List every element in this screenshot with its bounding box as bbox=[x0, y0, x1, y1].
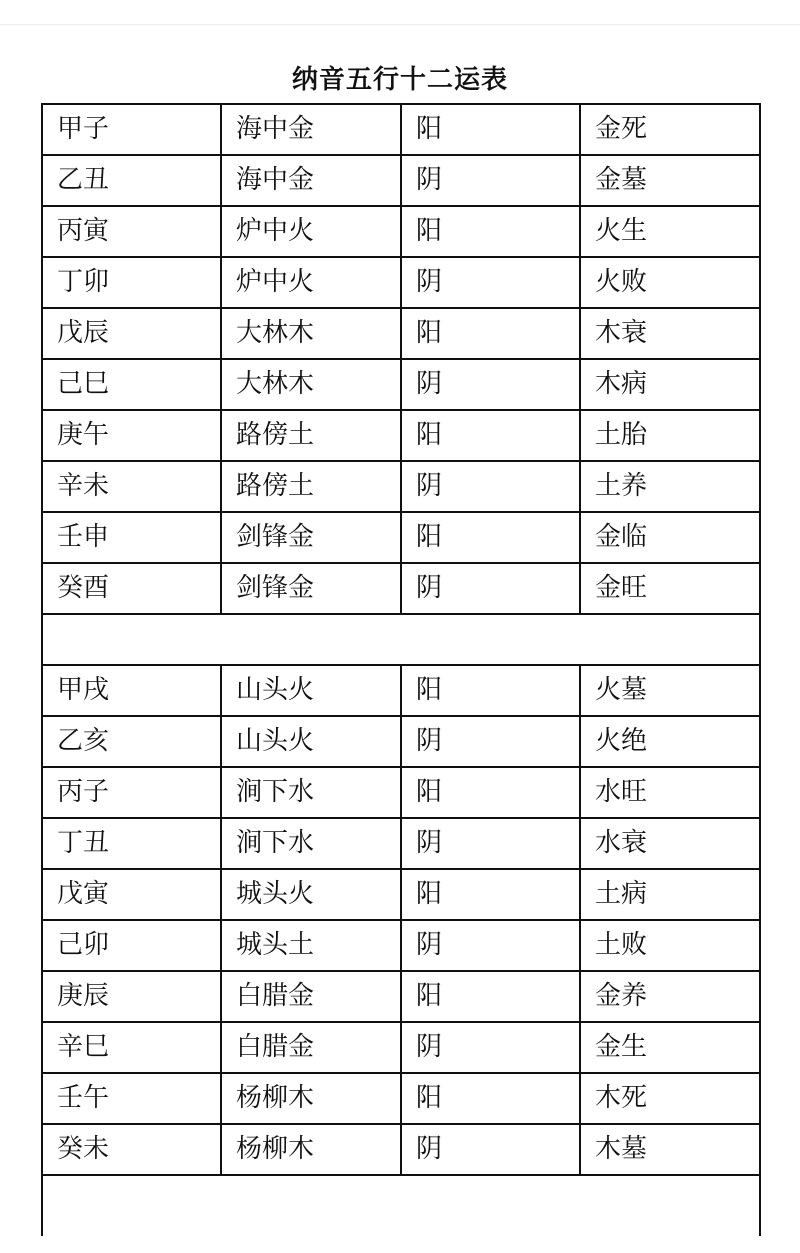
ganzhi-cell: 甲戌 bbox=[42, 665, 221, 716]
table-body bbox=[42, 104, 760, 1236]
yinyang-cell: 阳 bbox=[401, 1073, 580, 1124]
ganzhi-cell: 庚辰 bbox=[42, 971, 221, 1022]
ganzhi-cell: 丙子 bbox=[42, 767, 221, 818]
ganzhi-cell: 癸未 bbox=[42, 1124, 221, 1175]
nayin-cell: 海中金 bbox=[221, 104, 401, 155]
fortune-cell: 木墓 bbox=[580, 1124, 760, 1175]
ganzhi-cell: 丁卯 bbox=[42, 257, 221, 308]
nayin-cell: 炉中火 bbox=[221, 206, 401, 257]
yinyang-cell: 阴 bbox=[401, 1022, 580, 1073]
table-row bbox=[42, 1073, 760, 1124]
nayin-cell: 剑锋金 bbox=[221, 563, 401, 614]
table-row bbox=[42, 1124, 760, 1175]
fortune-cell: 金墓 bbox=[580, 155, 760, 206]
fortune-cell: 火墓 bbox=[580, 665, 760, 716]
fortune-cell: 金生 bbox=[580, 1022, 760, 1073]
fortune-cell: 土养 bbox=[580, 461, 760, 512]
yinyang-cell: 阴 bbox=[401, 1124, 580, 1175]
nayin-cell: 路傍土 bbox=[221, 461, 401, 512]
table-row bbox=[42, 257, 760, 308]
nayin-cell: 山头火 bbox=[221, 716, 401, 767]
ganzhi-cell: 辛巳 bbox=[42, 1022, 221, 1073]
fortune-cell: 木病 bbox=[580, 359, 760, 410]
yinyang-cell: 阳 bbox=[401, 767, 580, 818]
yinyang-cell: 阳 bbox=[401, 512, 580, 563]
table-row bbox=[42, 155, 760, 206]
nayin-cell: 白腊金 bbox=[221, 971, 401, 1022]
fortune-cell: 木死 bbox=[580, 1073, 760, 1124]
table-row bbox=[42, 971, 760, 1022]
nayin-cell: 涧下水 bbox=[221, 767, 401, 818]
ganzhi-cell: 己卯 bbox=[42, 920, 221, 971]
nayin-cell: 大林木 bbox=[221, 308, 401, 359]
spacer-row bbox=[42, 614, 760, 665]
nayin-cell: 杨柳木 bbox=[221, 1073, 401, 1124]
fortune-cell: 金死 bbox=[580, 104, 760, 155]
fortune-cell: 土胎 bbox=[580, 410, 760, 461]
table-row bbox=[42, 818, 760, 869]
ganzhi-cell: 乙亥 bbox=[42, 716, 221, 767]
yinyang-cell: 阳 bbox=[401, 410, 580, 461]
ganzhi-cell: 癸酉 bbox=[42, 563, 221, 614]
yinyang-cell: 阴 bbox=[401, 257, 580, 308]
nayin-cell: 大林木 bbox=[221, 359, 401, 410]
fortune-cell: 火绝 bbox=[580, 716, 760, 767]
ganzhi-cell: 己巳 bbox=[42, 359, 221, 410]
table-row bbox=[42, 920, 760, 971]
nayin-cell: 海中金 bbox=[221, 155, 401, 206]
page-title: 纳音五行十二运表 bbox=[291, 65, 508, 95]
yinyang-cell: 阴 bbox=[401, 920, 580, 971]
table-row bbox=[42, 461, 760, 512]
ganzhi-cell: 甲子 bbox=[42, 104, 221, 155]
ganzhi-cell: 壬午 bbox=[42, 1073, 221, 1124]
ganzhi-cell: 丙寅 bbox=[42, 206, 221, 257]
fortune-cell: 金养 bbox=[580, 971, 760, 1022]
fortune-cell: 水旺 bbox=[580, 767, 760, 818]
fortune-cell: 土病 bbox=[580, 869, 760, 920]
spacer-cell bbox=[42, 614, 760, 665]
table-row bbox=[42, 206, 760, 257]
yinyang-cell: 阳 bbox=[401, 869, 580, 920]
ganzhi-cell: 丁丑 bbox=[42, 818, 221, 869]
fortune-cell: 火败 bbox=[580, 257, 760, 308]
ganzhi-cell: 乙丑 bbox=[42, 155, 221, 206]
table-row bbox=[42, 767, 760, 818]
ganzhi-cell: 庚午 bbox=[42, 410, 221, 461]
yinyang-cell: 阳 bbox=[401, 206, 580, 257]
nayin-cell: 山头火 bbox=[221, 665, 401, 716]
nayin-table bbox=[41, 103, 761, 1236]
table-row bbox=[42, 869, 760, 920]
yinyang-cell: 阴 bbox=[401, 359, 580, 410]
fortune-cell: 火生 bbox=[580, 206, 760, 257]
table-row bbox=[42, 1022, 760, 1073]
fortune-cell: 土败 bbox=[580, 920, 760, 971]
ganzhi-cell: 戊辰 bbox=[42, 308, 221, 359]
nayin-table-container bbox=[41, 103, 759, 1236]
yinyang-cell: 阳 bbox=[401, 971, 580, 1022]
fortune-cell: 水衰 bbox=[580, 818, 760, 869]
table-row bbox=[42, 410, 760, 461]
nayin-cell: 城头火 bbox=[221, 869, 401, 920]
spacer-cell bbox=[42, 1175, 760, 1236]
spacer-row bbox=[42, 1175, 760, 1236]
nayin-cell: 白腊金 bbox=[221, 1022, 401, 1073]
nayin-cell: 杨柳木 bbox=[221, 1124, 401, 1175]
nayin-cell: 路傍土 bbox=[221, 410, 401, 461]
yinyang-cell: 阴 bbox=[401, 818, 580, 869]
table-row bbox=[42, 308, 760, 359]
fortune-cell: 金旺 bbox=[580, 563, 760, 614]
table-row bbox=[42, 512, 760, 563]
top-bar bbox=[0, 0, 800, 25]
yinyang-cell: 阳 bbox=[401, 308, 580, 359]
table-row bbox=[42, 716, 760, 767]
yinyang-cell: 阴 bbox=[401, 563, 580, 614]
yinyang-cell: 阳 bbox=[401, 104, 580, 155]
nayin-cell: 炉中火 bbox=[221, 257, 401, 308]
yinyang-cell: 阳 bbox=[401, 665, 580, 716]
yinyang-cell: 阴 bbox=[401, 461, 580, 512]
table-row bbox=[42, 665, 760, 716]
fortune-cell: 木衰 bbox=[580, 308, 760, 359]
ganzhi-cell: 壬申 bbox=[42, 512, 221, 563]
ganzhi-cell: 辛未 bbox=[42, 461, 221, 512]
yinyang-cell: 阴 bbox=[401, 716, 580, 767]
nayin-cell: 涧下水 bbox=[221, 818, 401, 869]
table-row bbox=[42, 359, 760, 410]
fortune-cell: 金临 bbox=[580, 512, 760, 563]
table-row bbox=[42, 104, 760, 155]
nayin-cell: 剑锋金 bbox=[221, 512, 401, 563]
yinyang-cell: 阴 bbox=[401, 155, 580, 206]
ganzhi-cell: 戊寅 bbox=[42, 869, 221, 920]
table-row bbox=[42, 563, 760, 614]
nayin-cell: 城头土 bbox=[221, 920, 401, 971]
